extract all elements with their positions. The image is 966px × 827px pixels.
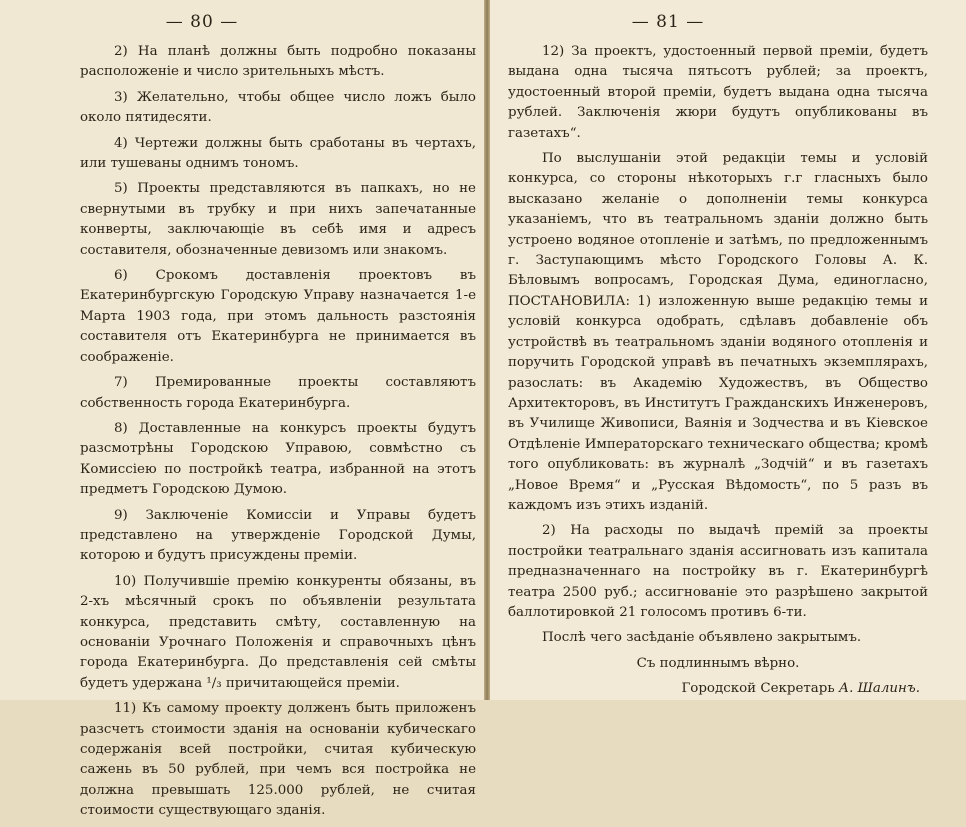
page-number: — 81 — bbox=[631, 12, 705, 32]
paragraph: 11) Къ самому проекту долженъ быть приложенъ разсчетъ стоимости зданія на основаніи кубическаго содержанія всей постройки, считая кубическую сажень въ 50 рублей, при чемъ вся постройка не должна превышать 125.000 рублей, не считая стоимости существующаго зданія. bbox=[80, 701, 476, 819]
paragraph: 12) За проектъ, удостоенный первой преміи, будетъ выдана одна тысяча пятьсотъ рублей; за проектъ, удостоенный второй преміи, будетъ выдана одна тысяча рублей. Заключенія жюри будутъ опубликованы въ газетахъ“. bbox=[508, 44, 928, 141]
paragraph: 2) На расходы по выдачѣ премій за проекты постройки театральнаго зданія ассигновать изъ капитала предназначеннаго на постройку въ г. Екатеринбургѣ театра 2500 руб.; ассигнованіе это разрѣшено закрытой баллотировкой 21 голосомъ противъ 6-ти. bbox=[508, 523, 928, 620]
signature-title: Городской Секретарь bbox=[681, 681, 835, 697]
paragraph: 7) Премированные проекты составляютъ собственность города Екатеринбурга. bbox=[80, 375, 476, 411]
certification-line: Съ подлиннымъ вѣрно. bbox=[636, 655, 800, 671]
paragraph: 2) На планѣ должны быть подробно показаны расположеніе и число зрительныхъ мѣстъ. bbox=[80, 44, 476, 80]
page-text bbox=[80, 42, 476, 827]
signature-name: А. Шалинъ. bbox=[838, 681, 920, 697]
page-text bbox=[508, 42, 928, 705]
signature-line bbox=[508, 679, 928, 699]
paragraph: 8) Доставленные на конкурсъ проекты будутъ разсмотрѣны Городскою Управою, совмѣстно съ Комиссіею по постройкѣ театра, избранной на этотъ предметъ Городскою Думою. bbox=[80, 420, 476, 498]
paragraph: 3) Желательно, чтобы общее число ложъ было около пятидесяти. bbox=[80, 89, 476, 126]
paragraph: По выслушаніи этой редакціи темы и условій конкурса, со стороны нѣкоторыхъ г.г гласныхъ было высказано желаніе о дополненіи темы конкурса указаніемъ, что въ театральномъ зданіи должно быть устроено водяное отопленіе и затѣмъ, по предложеннымъ г. Заступающимъ мѣсто Городского Головы А. К. Бѣловымъ вопросамъ, Городская Дума, единогласно, ПОСТАНОВИЛА: 1) изложенную выше редакцію темы и условій конкурса одобрать, сдѣлавъ добавленіе объ устройствѣ въ театральномъ зданіи водяного отопленія и поручить Городской управѣ въ печатныхъ экземплярахъ, разослать: въ Академію Художествъ, въ Общество Архитекторовъ, въ Институтъ Гражданскихъ Инженеровъ, въ Училище Живописи, Ваянія и Зодчества и въ Кіевское Отдѣленіе Императорскаго техническаго общества; кромѣ того опубликовать: въ журналѣ „Зодчій“ и въ газетахъ „Новое Время“ и „Русская Вѣдомость“, по 5 разъ въ каждомъ изъ этихъ изданій. bbox=[508, 151, 928, 513]
left-page bbox=[0, 0, 484, 819]
page-number: — 80 — bbox=[165, 12, 239, 32]
paragraph: Послѣ чего засѣданіе объявлено закрытымъ. bbox=[542, 630, 862, 646]
right-page bbox=[490, 0, 966, 700]
paragraph: 9) Заключеніе Комиссіи и Управы будетъ представлено на утвержденіе Городской Думы, которою и будутъ присуждены преміи. bbox=[80, 507, 476, 564]
paragraph: 10) Получившіе премію конкуренты обязаны, въ 2-хъ мѣсячный срокъ по объявленіи результата конкурса, представить смѣту, составленную на основаніи Урочнаго Положенія и справочныхъ цѣнъ города Екатеринбурга. До представленія сей смѣты будетъ удержана ¹/₃ причитающейся преміи. bbox=[80, 573, 476, 691]
paragraph: 6) Срокомъ доставленія проектовъ въ Екатеринбургскую Городскую Управу назначается 1-е Марта 1903 года, при этомъ дальность разстоянія составителя отъ Екатеринбурга не принимается въ соображеніе. bbox=[80, 268, 476, 365]
paragraph: 4) Чертежи должны быть сработаны въ чертахъ, или тушеваны однимъ тономъ. bbox=[80, 135, 476, 172]
paragraph: 5) Проекты представляются въ папкахъ, но не свернутыми въ трубку и при нихъ запечатанные конверты, заключающіе въ себѣ имя и адресъ составителя, обозначенные девизомъ или знакомъ. bbox=[80, 181, 476, 258]
